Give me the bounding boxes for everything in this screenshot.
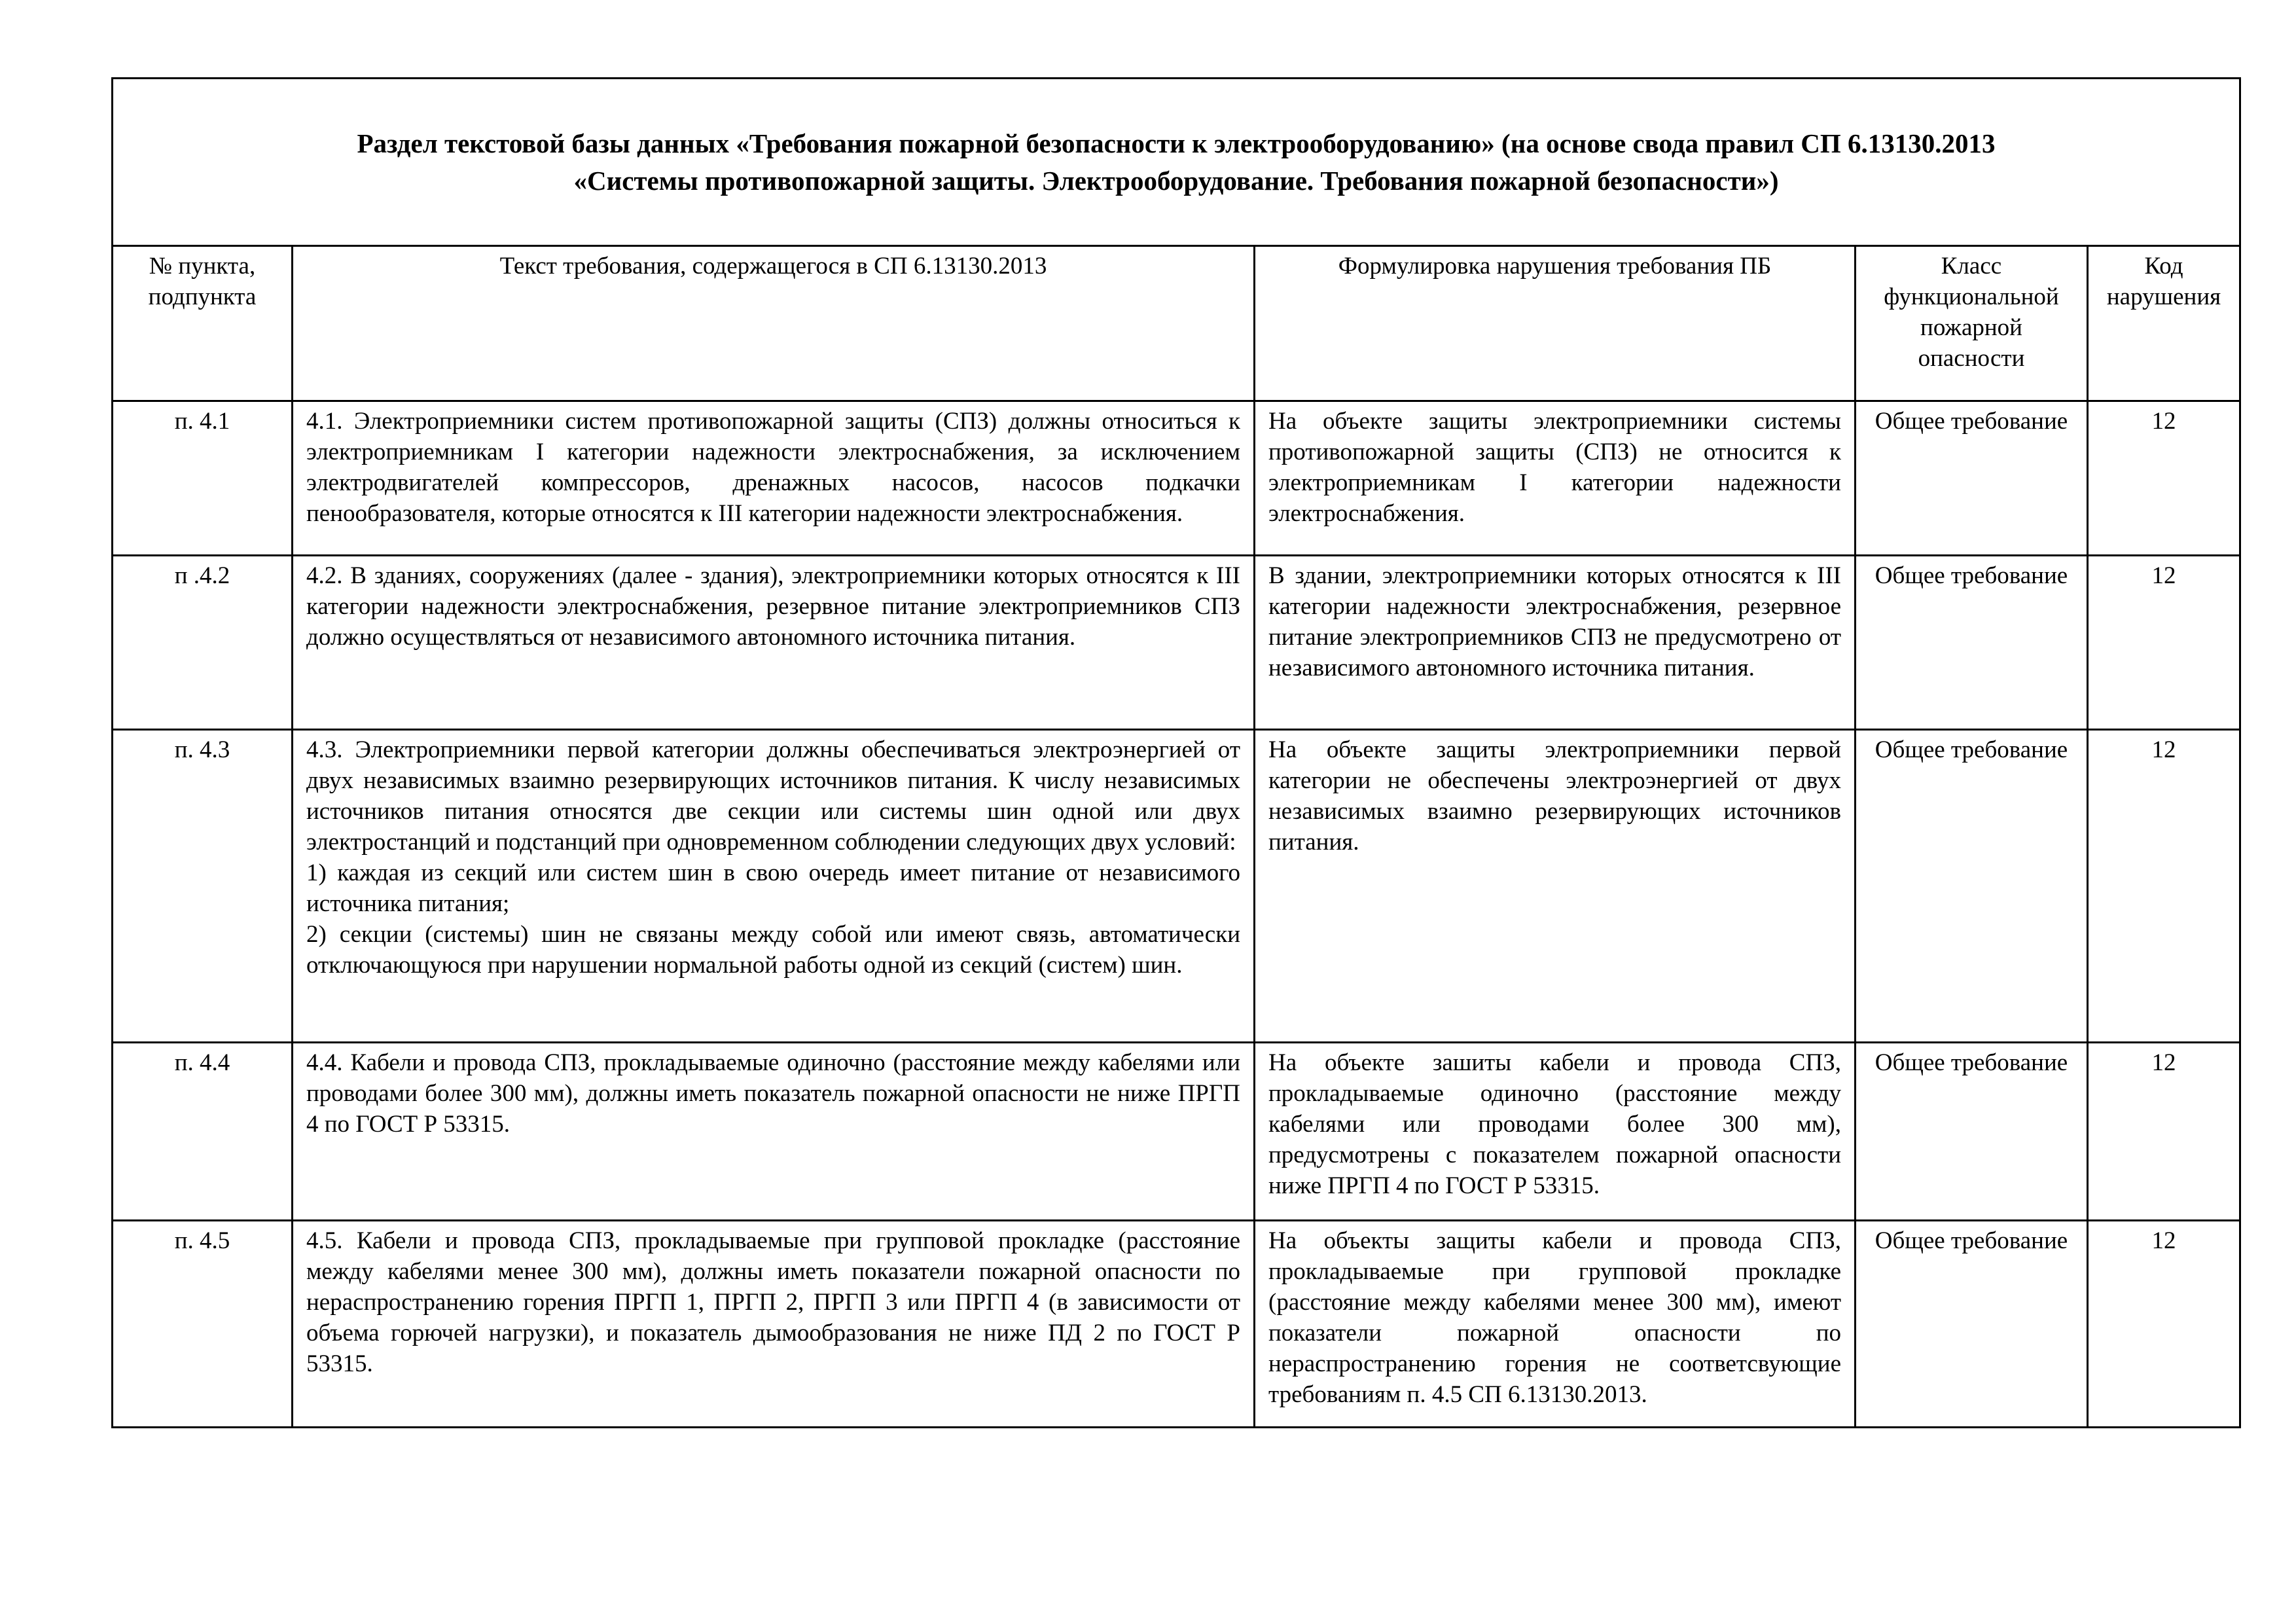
requirement-paragraph: 4.3. Электроприемники первой категории должны обеспечиваться электроэнергией от двух независимых взаимно резервирующих источников питания. К числу независимых источников питания относятся две секции или системы шин одной или двух электростанций и подстанций при одновременном соблюдении следующих двух условий: (306, 736, 1240, 856)
row-code: 12 (2088, 556, 2240, 730)
requirement-condition-1: 1) каждая из секций или систем шин в свою очередь имеет питание от независимого источника питания; (306, 859, 1240, 917)
violation-paragraph: На объекты защиты кабели и провода СПЗ, прокладываемые при групповой прокладке (расстояние между кабелями менее 300 мм), имеют показатели пожарной опасности по нераспространению горения не соответсвующие требованиям п. 4.5 СП 6.13130.2013. (1268, 1227, 1841, 1408)
violation-paragraph: На объекте защиты электроприемники первой категории не обеспечены электроэнергией от двух независимых взаимно резервирующих источников питания. (1268, 736, 1841, 856)
row-code: 12 (2088, 401, 2240, 556)
row-class: Общее требование (1856, 401, 2088, 556)
requirement-paragraph: 4.1. Электроприемники систем противопожарной защиты (СПЗ) должны относиться к электроприемникам I категории надежности электроснабжения, за исключением электродвигателей компрессоров, дренажных насосов, насосов подкачки пенообразователя, которые относятся к III категории надежности электроснабжения. (306, 408, 1240, 527)
table-header-row (113, 246, 2240, 401)
header-violation: Формулировка нарушения требования ПБ (1255, 246, 1856, 401)
row-violation (1255, 1043, 1856, 1221)
row-requirement-text (293, 1043, 1255, 1221)
row-requirement-text (293, 1221, 1255, 1428)
requirement-paragraph: 4.2. В зданиях, сооружениях (далее - здания), электроприемники которых относятся к III категории надежности электроснабжения, резервное питание электроприемников СПЗ должно осуществляться от независимого автономного источника питания. (306, 562, 1240, 651)
row-requirement-text (293, 556, 1255, 730)
row-num: п. 4.5 (113, 1221, 293, 1428)
table-row (113, 401, 2240, 556)
requirements-table (111, 77, 2241, 1428)
header-class: Класс функциональной пожарной опасности (1856, 246, 2088, 401)
document-title (113, 79, 2240, 246)
requirement-condition-2: 2) секции (системы) шин не связаны между собой или имеют связь, автоматически отключающуюся при нарушении нормальной работы одной из секций (систем) шин. (306, 921, 1240, 979)
requirement-paragraph: 4.4. Кабели и провода СПЗ, прокладываемые одиночно (расстояние между кабелями или проводами более 300 мм), должны иметь показатель пожарной опасности не ниже ПРГП 4 по ГОСТ Р 53315. (306, 1049, 1240, 1138)
requirement-paragraph: 4.5. Кабели и провода СПЗ, прокладываемые при групповой прокладке (расстояние между кабелями менее 300 мм), должны иметь показатели пожарной опасности по нераспространению горения ПРГП 1, ПРГП 2, ПРГП 3 или ПРГП 4 (в зависимости от объема горючей нагрузки), и показатель дымообразования не ниже ПД 2 по ГОСТ Р 53315. (306, 1227, 1240, 1377)
violation-paragraph: На объекте защиты электроприемники системы противопожарной защиты (СПЗ) не относится к электроприемникам I категории надежности электроснабжения. (1268, 408, 1841, 527)
violation-paragraph: На объекте зашиты кабели и провода СПЗ, прокладываемые одиночно (расстояние между кабелями или проводами более 300 мм), предусмотрены с показателем пожарной опасности ниже ПРГП 4 по ГОСТ Р 53315. (1268, 1049, 1841, 1199)
row-violation (1255, 401, 1856, 556)
header-num: № пункта, подпункта (113, 246, 293, 401)
row-code: 12 (2088, 1221, 2240, 1428)
row-requirement-text (293, 730, 1255, 1043)
table-row (113, 1221, 2240, 1428)
table-row (113, 730, 2240, 1043)
row-num: п .4.2 (113, 556, 293, 730)
row-class: Общее требование (1856, 556, 2088, 730)
row-class: Общее требование (1856, 730, 2088, 1043)
table-row (113, 1043, 2240, 1221)
header-text: Текст требования, содержащегося в СП 6.13130.2013 (293, 246, 1255, 401)
document-sheet (111, 77, 2239, 1428)
row-violation (1255, 556, 1856, 730)
row-requirement-text (293, 401, 1255, 556)
row-num: п. 4.3 (113, 730, 293, 1043)
title-row (113, 79, 2240, 246)
row-num: п. 4.1 (113, 401, 293, 556)
violation-paragraph: В здании, электроприемники которых относятся к III категории надежности электроснабжения, резервное питание электроприемников СПЗ не предусмотрено от независимого автономного источника питания. (1268, 562, 1841, 681)
row-violation (1255, 730, 1856, 1043)
document-title-line-2: «Системы противопожарной защиты. Электрооборудование. Требования пожарной безопасности») (573, 165, 1779, 196)
row-violation (1255, 1221, 1856, 1428)
row-num: п. 4.4 (113, 1043, 293, 1221)
row-class: Общее требование (1856, 1043, 2088, 1221)
row-code: 12 (2088, 1043, 2240, 1221)
row-code: 12 (2088, 730, 2240, 1043)
table-row (113, 556, 2240, 730)
row-class: Общее требование (1856, 1221, 2088, 1428)
document-title-line-1: Раздел текстовой базы данных «Требования пожарной безопасности к электрооборудованию» (на основе свода правил СП 6.13130.2013 (357, 128, 1996, 158)
header-code: Код нарушения (2088, 246, 2240, 401)
